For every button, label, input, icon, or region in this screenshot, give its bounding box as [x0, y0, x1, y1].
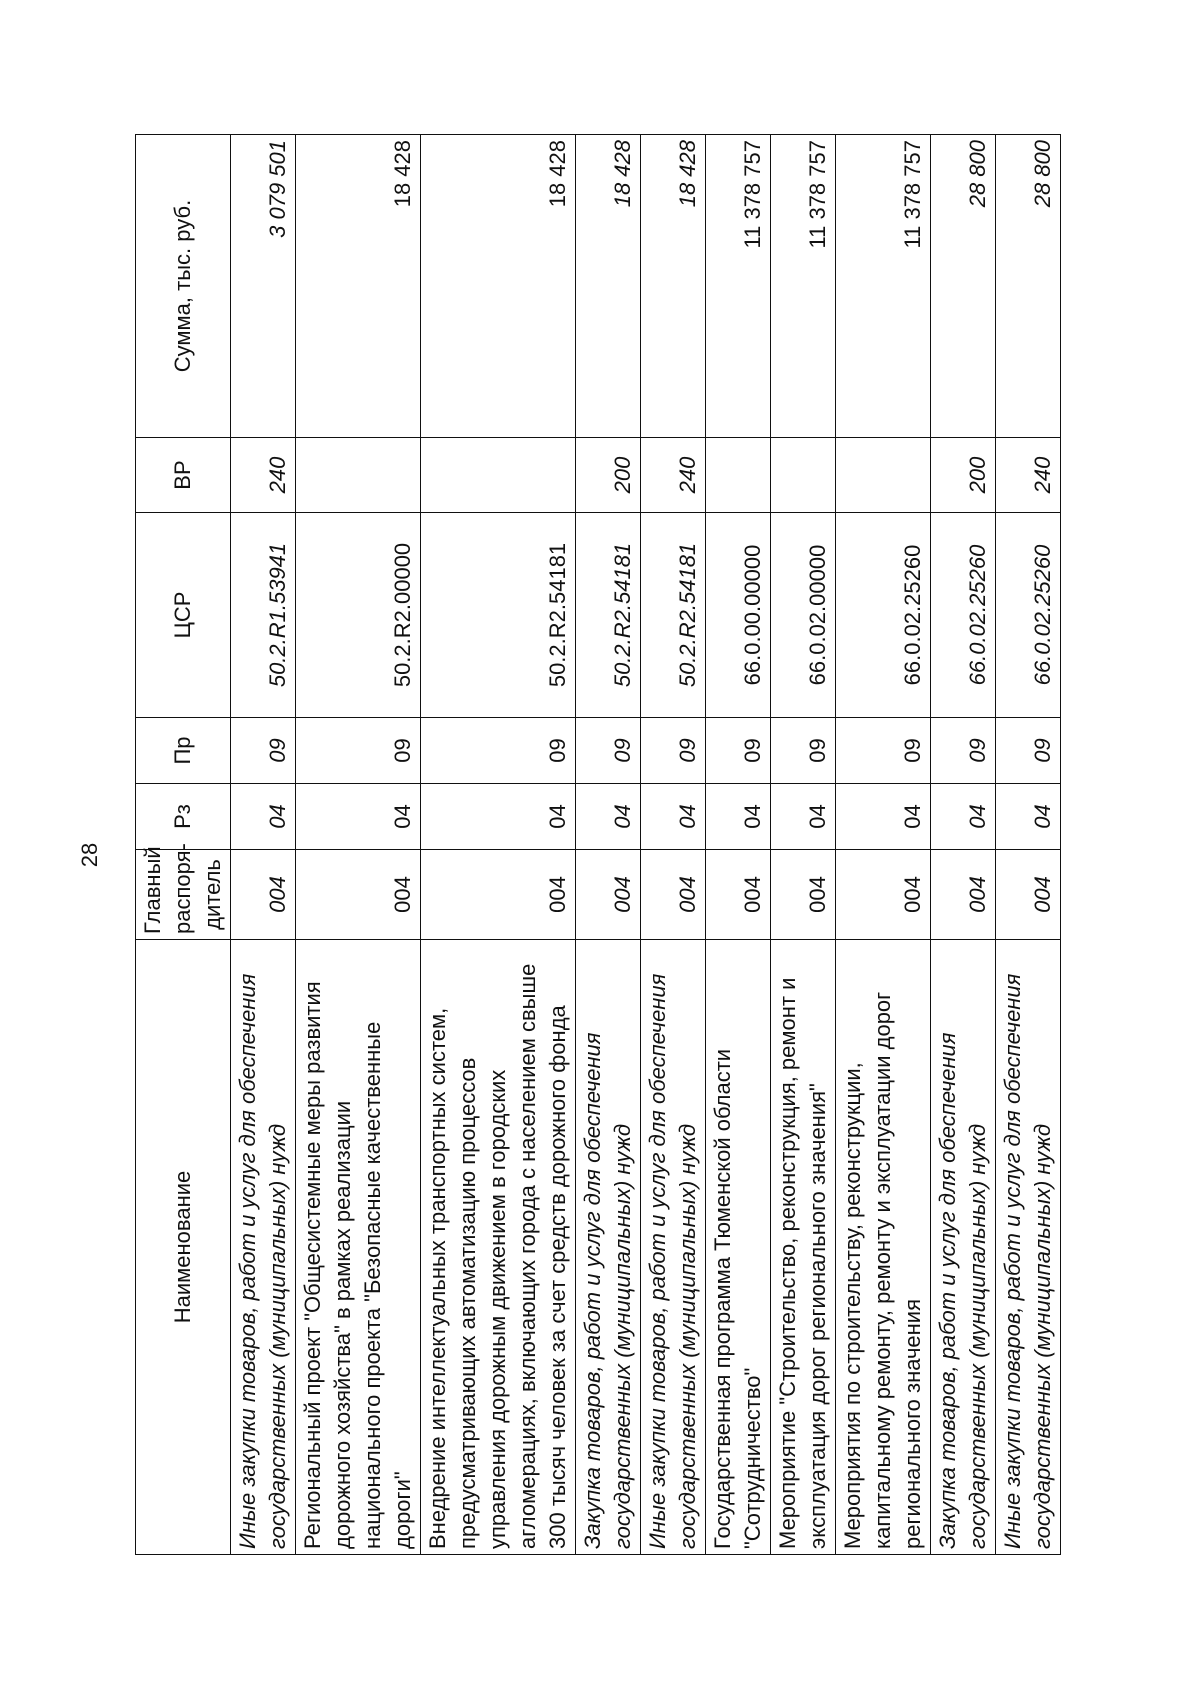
- table-row: [576, 135, 641, 1555]
- cell-sum: 18 428: [641, 135, 706, 438]
- cell-name: Иные закупки товаров, работ и услуг для обеспечения государственных (муниципальных) нужд: [996, 940, 1061, 1555]
- cell-pr: 09: [231, 718, 296, 784]
- cell-sum: 28 800: [996, 135, 1061, 438]
- header-rz: Рз: [136, 784, 231, 850]
- header-pr: Пр: [136, 718, 231, 784]
- cell-vr: 240: [996, 438, 1061, 513]
- cell-pr: 09: [836, 718, 931, 784]
- table-row: [931, 135, 996, 1555]
- cell-pr: 09: [706, 718, 771, 784]
- cell-csr: 50.2.R2.00000: [296, 513, 421, 718]
- cell-sum: 18 428: [421, 135, 576, 438]
- cell-name: Иные закупки товаров, работ и услуг для обеспечения государственных (муниципальных) нужд: [231, 940, 296, 1555]
- cell-vr: [771, 438, 836, 513]
- header-sum: Сумма, тыс. руб.: [136, 135, 231, 438]
- cell-csr: 50.2.R2.54181: [641, 513, 706, 718]
- cell-pr: 09: [296, 718, 421, 784]
- cell-vr: 240: [231, 438, 296, 513]
- cell-name: Государственная программа Тюменской области "Сотрудничество": [706, 940, 771, 1555]
- table-row: [771, 135, 836, 1555]
- cell-main-manager: 004: [996, 850, 1061, 940]
- cell-vr: [296, 438, 421, 513]
- cell-sum: 28 800: [931, 135, 996, 438]
- header-csr: ЦСР: [136, 513, 231, 718]
- table-header-row: [136, 135, 231, 1555]
- table-row: [231, 135, 296, 1555]
- cell-vr: [706, 438, 771, 513]
- cell-rz: 04: [931, 784, 996, 850]
- cell-vr: [836, 438, 931, 513]
- cell-name: Закупка товаров, работ и услуг для обеспечения государственных (муниципальных) нужд: [931, 940, 996, 1555]
- cell-sum: 11 378 757: [706, 135, 771, 438]
- cell-main-manager: 004: [231, 850, 296, 940]
- cell-rz: 04: [836, 784, 931, 850]
- cell-rz: 04: [706, 784, 771, 850]
- cell-csr: 66.0.02.25260: [931, 513, 996, 718]
- table-row: [641, 135, 706, 1555]
- cell-main-manager: 004: [576, 850, 641, 940]
- page-number: 28: [77, 842, 103, 868]
- table-row: [836, 135, 931, 1555]
- header-vr: ВР: [136, 438, 231, 513]
- cell-name: Иные закупки товаров, работ и услуг для обеспечения государственных (муниципальных) нужд: [641, 940, 706, 1555]
- cell-csr: 66.0.02.25260: [996, 513, 1061, 718]
- cell-pr: 09: [421, 718, 576, 784]
- cell-rz: 04: [576, 784, 641, 850]
- cell-vr: [421, 438, 576, 513]
- budget-table: [135, 134, 1061, 1555]
- rotated-table-wrapper: [135, 135, 1060, 1555]
- cell-sum: 11 378 757: [836, 135, 931, 438]
- cell-main-manager: 004: [771, 850, 836, 940]
- cell-csr: 66.0.02.00000: [771, 513, 836, 718]
- cell-rz: 04: [771, 784, 836, 850]
- cell-main-manager: 004: [706, 850, 771, 940]
- cell-main-manager: 004: [296, 850, 421, 940]
- cell-sum: 18 428: [576, 135, 641, 438]
- cell-pr: 09: [996, 718, 1061, 784]
- cell-name: Мероприятие "Строительство, реконструкция, ремонт и эксплуатация дорог регионального значения": [771, 940, 836, 1555]
- table-row: [421, 135, 576, 1555]
- cell-vr: 240: [641, 438, 706, 513]
- table-row: [996, 135, 1061, 1555]
- cell-main-manager: 004: [421, 850, 576, 940]
- cell-pr: 09: [641, 718, 706, 784]
- cell-name: Мероприятия по строительству, реконструкции, капитальному ремонту, ремонту и эксплуатации дорог регионального значения: [836, 940, 931, 1555]
- cell-sum: 3 079 501: [231, 135, 296, 438]
- cell-rz: 04: [996, 784, 1061, 850]
- cell-rz: 04: [421, 784, 576, 850]
- cell-rz: 04: [296, 784, 421, 850]
- cell-main-manager: 004: [836, 850, 931, 940]
- cell-vr: 200: [931, 438, 996, 513]
- cell-pr: 09: [576, 718, 641, 784]
- cell-rz: 04: [231, 784, 296, 850]
- cell-csr: 50.2.R2.54181: [421, 513, 576, 718]
- cell-name: Закупка товаров, работ и услуг для обеспечения государственных (муниципальных) нужд: [576, 940, 641, 1555]
- cell-vr: 200: [576, 438, 641, 513]
- table-row: [706, 135, 771, 1555]
- cell-pr: 09: [771, 718, 836, 784]
- cell-csr: 50.2.R1.53941: [231, 513, 296, 718]
- cell-main-manager: 004: [641, 850, 706, 940]
- cell-pr: 09: [931, 718, 996, 784]
- cell-rz: 04: [641, 784, 706, 850]
- cell-csr: 66.0.02.25260: [836, 513, 931, 718]
- header-main-manager: Главный распоря-дитель: [136, 850, 231, 940]
- cell-csr: 66.0.00.00000: [706, 513, 771, 718]
- cell-csr: 50.2.R2.54181: [576, 513, 641, 718]
- header-name: Наименование: [136, 940, 231, 1555]
- table-row: [296, 135, 421, 1555]
- cell-sum: 11 378 757: [771, 135, 836, 438]
- cell-main-manager: 004: [931, 850, 996, 940]
- cell-name: Региональный проект "Общесистемные меры развития дорожного хозяйства" в рамках реализации национального проекта "Безопасные качественные дороги": [296, 940, 421, 1555]
- cell-name: Внедрение интеллектуальных транспортных систем, предусматривающих автоматизацию процессов управления дорожным движением в городских агломерациях, включающих города с населением свыше 300 тысяч человек за счет средств дорожного фонда: [421, 940, 576, 1555]
- cell-sum: 18 428: [296, 135, 421, 438]
